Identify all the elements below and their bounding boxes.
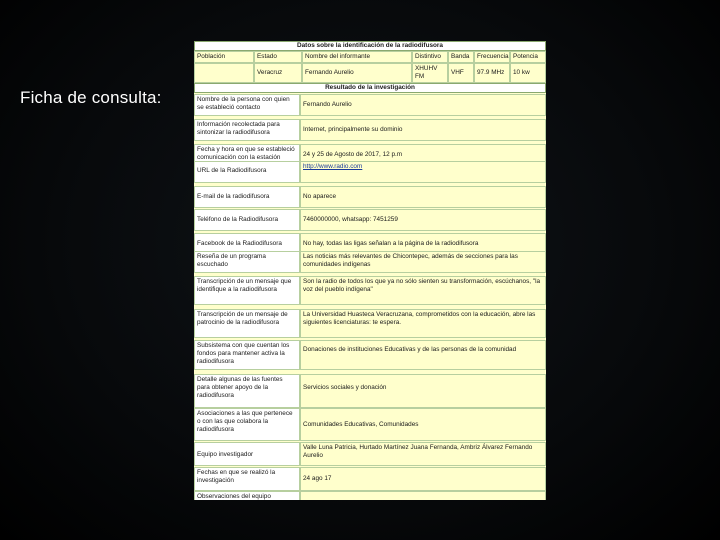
item-label: URL de la Radiodifusora <box>194 161 300 183</box>
item-label: Transcripción de un mensaje de patrocinio de la radiodifusora <box>194 309 300 338</box>
value-poblacion <box>194 63 254 83</box>
item-value: Donaciones de instituciones Educativas y de las personas de la comunidad <box>300 340 546 370</box>
value-potencia: 10 kw <box>510 63 546 83</box>
slide-title: Ficha de consulta: <box>20 88 162 107</box>
value-informante: Fernando Aurelio <box>302 63 412 83</box>
header-distintivo: Distintivo <box>412 51 448 63</box>
item-label: Observaciones del equipo <box>194 491 300 500</box>
item-value <box>300 161 546 183</box>
item-label: Fecha y hora en que se estableció comunicación con la estación <box>194 144 300 166</box>
item-value: Las noticias más relevantes de Chicontepec, además de secciones para las comunidades indígenas <box>300 251 546 273</box>
item-label: Teléfono de la Radiodifusora <box>194 209 300 231</box>
item-value <box>300 491 546 500</box>
item-label: Facebook de la Radiodifusora <box>194 233 300 255</box>
item-label: E-mail de la radiodifusora <box>194 186 300 208</box>
item-label: Detalle algunas de las fuentes para obtener apoyo de la radiodifusora <box>194 374 300 408</box>
item-value: Valle Luna Patricia, Hurtado Martínez Juana Fernanda, Ambriz Álvarez Fernando Aurelio <box>300 442 546 466</box>
item-value: Internet, principalmente su dominio <box>300 119 546 141</box>
item-label: Fechas en que se realizó la investigación <box>194 467 300 491</box>
value-banda: VHF <box>448 63 474 83</box>
item-label: Reseña de un programa escuchado <box>194 251 300 273</box>
header-estado: Estado <box>254 51 302 63</box>
item-value: Fernando Aurelio <box>300 94 546 116</box>
section-title: Resultado de la investigación <box>194 83 546 93</box>
item-label: Información recolectada para sintonizar la radiodifusora <box>194 119 300 141</box>
header-informante: Nombre del informante <box>302 51 412 63</box>
item-label: Asociaciones a las que pertenece o con las que colabora la radiodifusora <box>194 408 300 441</box>
header-poblacion: Población <box>194 51 254 63</box>
value-estado: Veracruz <box>254 63 302 83</box>
item-label: Subsistema con que cuentan los fondos para mantener activa la radiodifusora <box>194 340 300 370</box>
header-potencia: Potencia <box>510 51 546 63</box>
item-value: No aparece <box>300 186 546 208</box>
item-value: Son la radio de todos los que ya no sólo sienten su transformación, escúchanos, "la voz del pueblo indígena" <box>300 276 546 305</box>
item-value: Servicios sociales y donación <box>300 374 546 408</box>
value-frecuencia: 97.9 MHz <box>474 63 510 83</box>
header-frecuencia: Frecuencia <box>474 51 510 63</box>
item-label: Equipo investigador <box>194 442 300 466</box>
url-link[interactable]: http://www.radio.com <box>303 163 363 170</box>
header-banda: Banda <box>448 51 474 63</box>
item-value: 24 y 25 de Agosto de 2017, 12 p.m <box>300 144 546 166</box>
sheet-title: Datos sobre la identificación de la radiodifusora <box>194 41 546 51</box>
item-value: 24 ago 17 <box>300 467 546 491</box>
consultation-sheet <box>194 41 546 500</box>
item-value: 7460000000, whatsapp: 7451259 <box>300 209 546 231</box>
item-value: No hay, todas las ligas señalan a la página de la radiodifusora <box>300 233 546 255</box>
item-label: Transcripción de un mensaje que identifique a la radiodifusora <box>194 276 300 305</box>
item-label: Nombre de la persona con quien se estableció contacto <box>194 94 300 116</box>
item-value: La Universidad Huasteca Veracruzana, comprometidos con la educación, abre las siguientes licenciaturas: te espera. <box>300 309 546 338</box>
item-value: Comunidades Educativas, Comunidades <box>300 408 546 441</box>
value-distintivo: XHUHV FM <box>412 63 448 83</box>
